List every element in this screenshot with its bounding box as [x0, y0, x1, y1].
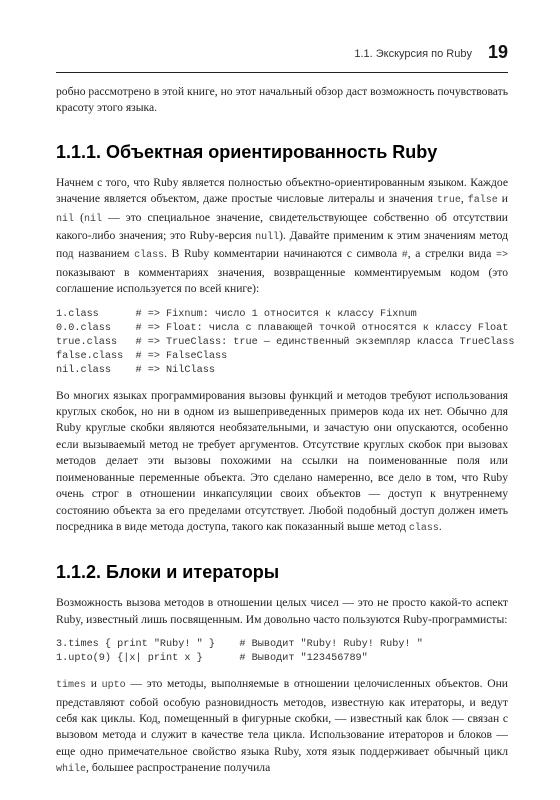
paragraph-parentheses: [56, 388, 508, 538]
page-body: [56, 84, 515, 779]
text-run: Начнем с того, что Ruby является полностью объектно-ориентированным языком. Каждое значение является объектом, даже простые числовые литералы и значения: [56, 175, 508, 206]
text-run: .: [438, 519, 442, 533]
text-run: . В Ruby комментарии начинаются с символа: [164, 247, 402, 261]
page-number: 19: [487, 42, 508, 62]
section-heading-object-orientation: 1.1.1. Объектная ориентированность Ruby: [56, 141, 438, 162]
text-run: показывают в комментариях значения, возвращенные комментируемым кодом (это соглашение используется по всей книге):: [56, 265, 508, 296]
code-block-iterator-examples: 3.times { print "Ruby! " } # Выводит "Ruby! Ruby! Ruby! " 1.upto(9) {|x| print x } # Выводит "123456789": [56, 639, 423, 665]
inline-code: nil: [56, 213, 75, 225]
text-run: — это методы, выполняемые в отношении целочисленных объектов. Они представляют собой особую разновидность методов, известную как итераторы, и ведут себя как циклы. Код, помещенный в фигурные скобки, — известный как блок — связан с вызовом метода и служит в качестве тела цикла. Использование итераторов и блоков — еще одно примечательное свойство языка Ruby, хотя язык поддерживает обычный цикл: [56, 677, 508, 758]
inline-code: class: [408, 522, 439, 534]
inline-code: true: [436, 195, 461, 207]
text-run: и: [86, 677, 102, 691]
section-heading-blocks-iterators: 1.1.2. Блоки и итераторы: [56, 562, 280, 583]
inline-code: nil: [83, 213, 102, 225]
code-block-class-examples: 1.class # => Fixnum: число 1 относится к классу Fixnum 0.0.class # => Float: числа с плавающей точкой относятся к классу Float true.class # => TrueClass: true — единственный экземпляр класса TrueClass false.class # => FalseClass nil.class # => NilClass: [56, 308, 515, 376]
text-run: ). Давайте применим к этим значениям метод под названием: [56, 229, 508, 261]
text-run: и: [497, 192, 509, 206]
inline-code: =>: [495, 250, 508, 262]
text-run: ,: [460, 192, 468, 206]
inline-code: while: [56, 764, 87, 776]
text-run: Во многих языках программирования вызовы функций и методов требуют использования круглых скобок, но ни в одном из вышеприведенных примеров кода их нет. Обычно для Ruby круглые скобки являются необязательными, и зачастую они опускаются, особенно если вызываемый метод не требует аргументов. Отсутствие круглых скобок при вызовах методов делает эти вызовы похожими на ссылки на поименованные поля или поименованные переменные объекта. Это сделано намеренно, все дело в том, что Ruby очень строг в отношении инкапсуляции своих объектов — доступ к внутреннему состоянию объекта за его пределами отсутствует. Любой подобный доступ должен иметь посредника в виде метода доступа, такого как показанный выше метод: [56, 388, 508, 533]
inline-code: false: [467, 195, 498, 207]
text-run: — это специальное значение, свидетельствующее собственно об отсутствии какого-либо значения; это Ruby-версия: [56, 210, 508, 243]
text-run: , а стрелки вида: [407, 247, 496, 261]
inline-code: times: [56, 680, 87, 692]
text-run: , большее распространение получила: [86, 761, 271, 775]
paragraph-object-orientation: [56, 175, 508, 298]
inline-code: null: [255, 232, 280, 244]
inline-code: #: [401, 250, 408, 262]
running-title: 1.1. Экскурсия по Ruby: [354, 48, 472, 60]
intro-paragraph: робно рассмотрено в этой книге, но этот начальный обзор даст возможность почувствовать красоту этого языка.: [56, 85, 508, 115]
text-run: (: [74, 210, 84, 224]
inline-code: upto: [101, 680, 126, 692]
inline-code: class: [134, 250, 165, 262]
running-header: [56, 40, 508, 73]
paragraph-iterators: [56, 676, 508, 778]
paragraph-method-calls: Возможность вызова методов в отношении целых чисел — это не просто какой-то аспект Ruby, известный лишь посвященным. Им довольно часто пользуются Ruby-программисты:: [56, 596, 508, 626]
